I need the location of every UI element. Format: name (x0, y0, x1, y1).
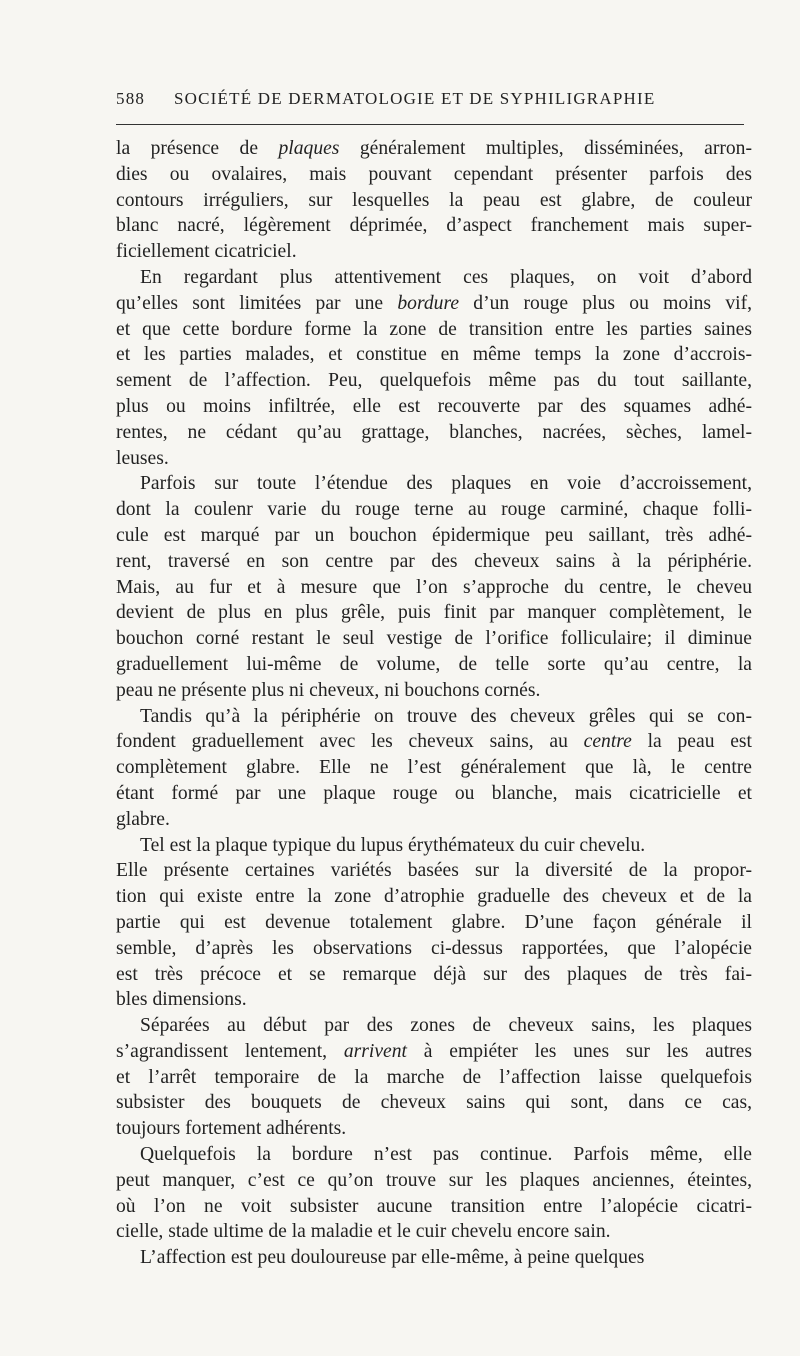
line-text: ficiellement cicatriciel. (116, 241, 297, 263)
line-text: L’affection est peu douloureuse par elle-même, à peine quelques (140, 1247, 645, 1269)
text-line (116, 729, 752, 755)
line-text: rentes, ne cédant qu’au grattage, blanches, nacrées, sèches, lamel- (116, 421, 752, 443)
line-text: Parfois sur toute l’étendue des plaques en voie d’accroissement, (140, 473, 752, 495)
text-line (116, 549, 752, 575)
line-text: d’un rouge plus ou moins vif, (459, 292, 752, 314)
text-line (116, 342, 752, 368)
italic-word: bordure (397, 292, 460, 314)
text-line (116, 781, 752, 807)
line-text: semble, d’après les observations ci-dessus rapportées, que l’alopécie (116, 937, 752, 959)
line-text: et les parties malades, et constitue en même temps la zone d’accrois- (116, 344, 752, 366)
text-line (116, 807, 752, 833)
text-line (116, 652, 752, 678)
line-text: Quelquefois la bordure n’est pas continue. Parfois même, elle (140, 1144, 752, 1166)
text-line (116, 497, 752, 523)
text-line (116, 394, 752, 420)
line-text: étant formé par une plaque rouge ou blanche, mais cicatricielle et (116, 782, 752, 804)
text-line (116, 626, 752, 652)
text-line (116, 884, 752, 910)
line-text: cielle, stade ultime de la maladie et le cuir chevelu encore sain. (116, 1221, 611, 1243)
line-text: complètement glabre. Elle ne l’est généralement que là, le centre (116, 757, 752, 779)
text-line (116, 1245, 752, 1271)
line-text: fondent graduellement avec les cheveux sains, au (116, 731, 584, 753)
text-line (116, 446, 752, 472)
text-line (116, 1013, 752, 1039)
line-text: sement de l’affection. Peu, quelquefois même pas du tout saillante, (116, 370, 752, 392)
italic-word: centre (583, 731, 632, 753)
italic-word: arrivent (343, 1040, 407, 1062)
line-text: Elle présente certaines variétés basées sur la diversité de la propor- (116, 860, 752, 882)
body-text (116, 136, 752, 1271)
line-text: et que cette bordure forme la zone de transition entre les parties saines (116, 318, 752, 340)
line-text: En regardant plus attentivement ces plaques, on voit d’abord (140, 266, 752, 288)
text-line (116, 600, 752, 626)
line-text: est très précoce et se remarque déjà sur des plaques de très fai- (116, 963, 752, 985)
text-line (116, 136, 752, 162)
text-line (116, 1090, 752, 1116)
line-text: plus ou moins infiltrée, elle est recouverte par des squames adhé- (116, 395, 752, 417)
text-line (116, 858, 752, 884)
text-line (116, 420, 752, 446)
line-text: peau ne présente plus ni cheveux, ni bouchons cornés. (116, 679, 541, 701)
text-line (116, 1065, 752, 1091)
line-text: la peau est (631, 731, 752, 753)
line-text: Mais, au fur et à mesure que l’on s’approche du centre, le cheveu (116, 576, 752, 598)
text-line (116, 575, 752, 601)
text-line (116, 704, 752, 730)
line-text: partie qui est devenue totalement glabre. D’une façon générale il (116, 911, 752, 933)
line-text: et l’arrêt temporaire de la marche de l’affection laisse quelquefois (116, 1066, 752, 1088)
text-line (116, 833, 752, 859)
line-text: cule est marqué par un bouchon épidermique peu saillant, très adhé- (116, 524, 752, 546)
text-line (116, 1039, 752, 1065)
text-line (116, 678, 752, 704)
line-text: leuses. (116, 447, 169, 469)
text-line (116, 471, 752, 497)
line-text: tion qui existe entre la zone d’atrophie graduelle des cheveux et de la (116, 886, 752, 908)
text-line (116, 1116, 752, 1142)
line-text: où l’on ne voit subsister aucune transition entre l’alopécie cicatri- (116, 1195, 752, 1217)
line-text: subsister des bouquets de cheveux sains qui sont, dans ce cas, (116, 1092, 752, 1114)
text-line (116, 368, 752, 394)
text-line (116, 936, 752, 962)
text-line (116, 265, 752, 291)
line-text: blanc nacré, légèrement déprimée, d’aspect franchement mais super- (116, 215, 752, 237)
text-line (116, 1168, 752, 1194)
line-text: graduellement lui-même de volume, de telle sorte qu’au centre, la (116, 653, 752, 675)
text-line (116, 1194, 752, 1220)
line-text: toujours fortement adhérents. (116, 1118, 347, 1140)
line-text: contours irréguliers, sur lesquelles la peau est glabre, de couleur (116, 189, 752, 211)
text-line (116, 291, 752, 317)
line-text: à empiéter les unes sur les autres (406, 1040, 753, 1062)
line-text: devient de plus en plus grêle, puis finit par manquer complètement, le (116, 602, 752, 624)
text-line (116, 523, 752, 549)
text-line (116, 987, 752, 1013)
running-head (116, 86, 744, 112)
line-text: dont la coulenr varie du rouge terne au rouge carminé, chaque folli- (116, 499, 752, 521)
line-text: Tel est la plaque typique du lupus érythémateux du cuir chevelu. (140, 834, 646, 856)
text-line (116, 317, 752, 343)
text-line (116, 1142, 752, 1168)
text-line (116, 213, 752, 239)
text-line (116, 188, 752, 214)
text-line (116, 239, 752, 265)
line-text: peut manquer, c’est ce qu’on trouve sur les plaques anciennes, éteintes, (116, 1169, 752, 1191)
text-line (116, 962, 752, 988)
text-line (116, 1219, 752, 1245)
line-text: Séparées au début par des zones de cheveux sains, les plaques (140, 1015, 752, 1037)
line-text: rent, traversé en son centre par des cheveux sains à la périphérie. (116, 550, 752, 572)
line-text: bles dimensions. (116, 989, 247, 1011)
line-text: glabre. (116, 808, 170, 830)
text-line (116, 755, 752, 781)
header-rule (116, 124, 744, 125)
page-number: 588 (116, 89, 146, 108)
running-title: SOCIÉTÉ DE DERMATOLOGIE ET DE SYPHILIGRAPHIE (174, 89, 656, 108)
line-text: s’agrandissent lentement, (116, 1040, 344, 1062)
italic-word: plaques (278, 138, 340, 159)
line-text: la présence de (116, 138, 279, 159)
line-text: bouchon corné restant le seul vestige de l’orifice folliculaire; il diminue (116, 628, 752, 650)
line-text: généralement multiples, disséminées, arron- (339, 138, 752, 159)
line-text: dies ou ovalaires, mais pouvant cependant présenter parfois des (116, 163, 752, 185)
line-text: qu’elles sont limitées par une (116, 292, 398, 314)
text-line (116, 162, 752, 188)
line-text: Tandis qu’à la périphérie on trouve des cheveux grêles qui se con- (140, 705, 752, 727)
text-line (116, 910, 752, 936)
